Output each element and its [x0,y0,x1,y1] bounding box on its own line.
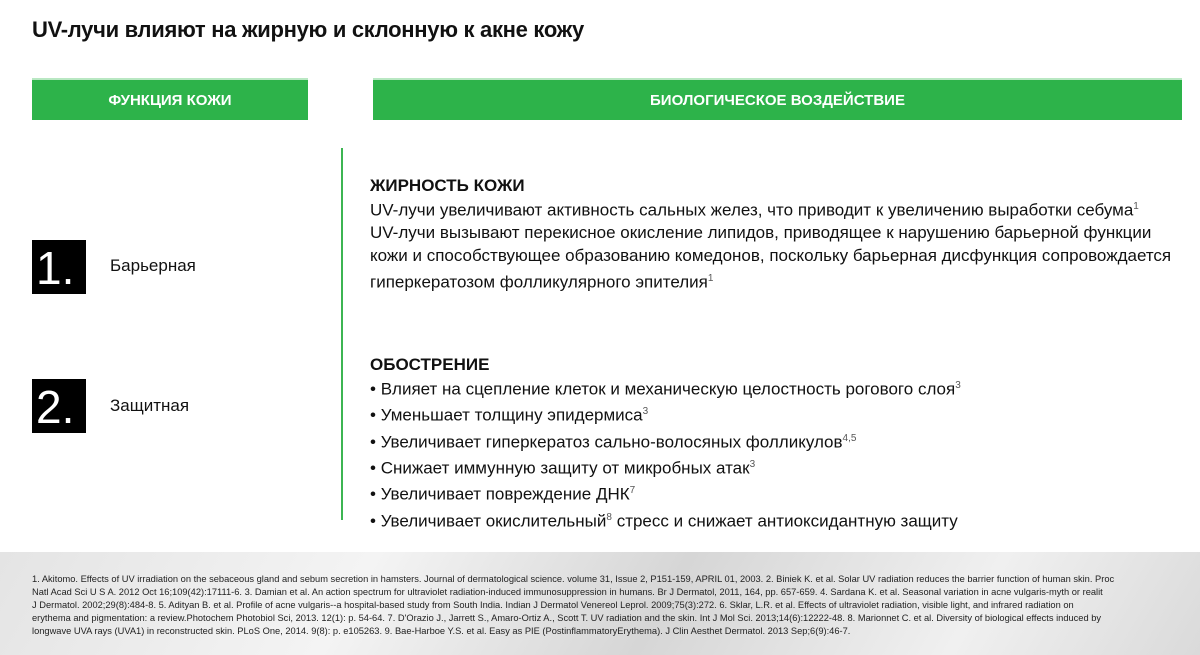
header-skin-function: ФУНКЦИЯ КОЖИ [32,80,308,120]
reference-line: J Dermatol. 2002;29(8):484-8. 5. Adityan B. et al. Profile of acne vulgaris--a hospital-based study from South India. Indian J Dermatol Venereol Leprol. 2009;75(3):272. 6. Sklar, L.R. et al. Effects of ultraviolet radiation, visible light, and infrared radiation on [32,600,1074,610]
exacerbation-heading: ОБОСТРЕНИЕ [370,355,490,374]
reference-line: Natl Acad Sci U S A. 2012 Oct 16;109(42):17111-6. 3. Damian et al. An action spectrum for ultraviolet radiation-induced immunosuppression in humans. Br J Dermatol, 2011, 164, pp. 657-659. 4. Sardana K. et al. Seasonal variation in acne vulgaris-myth or realit [32,587,1103,597]
number-box-1: 1. [32,240,86,294]
oiliness-heading: ЖИРНОСТЬ КОЖИ [370,176,525,195]
slide-title: UV-лучи влияют на жирную и склонную к акне кожу [32,17,584,42]
function-label-barrier: Барьерная [110,256,196,275]
function-label-protective: Защитная [110,396,190,415]
oiliness-section [370,176,1190,294]
list-item: • Увеличивает окислительный$^8$ стресс и снижает антиоксидантную защиту [370,511,958,531]
list-item: • Увеличивает повреждение ДНК$^7$ [370,485,636,505]
number-box-2: 2. [32,379,86,433]
exacerbation-section [370,355,1190,533]
list-item: • Увеличивает гиперкератоз сально-волосяных фолликулов$^{4,5}$ [370,432,857,452]
oiliness-paragraph-2: UV-лучи вызывают перекисное окисление липидов, приводящее к нарушению барьерной функции кожи и способствующее образованию комедонов, поскольку барьерная дисфункция сопровождается гиперкератозом фолликулярного эпителия$^1$ [370,223,1172,292]
list-item: • Влияет на сцепление клеток и механическую целостность рогового слоя$^3$ [370,379,961,399]
reference-line: erythema and pigmentation: a review.Photochem Photobiol Sci, 2013. 12(1): p. 54-64. 7. D'Orazio J., Jarrett S., Amaro-Ortiz A., Scott T. UV radiation and the skin. Int J Mol Sci. 2013;14(6):12222-48. 8. Marionnet C. et al. Diversity of biological effects induced by [32,613,1102,623]
header-biological-effect: БИОЛОГИЧЕСКОЕ ВОЗДЕЙСТВИЕ [373,80,1182,120]
references [32,573,1200,638]
reference-line: longwave UVA rays (UVA1) in reconstructed skin. PLoS One, 2014. 9(8): p. e105263. 9. Bae-Harboe Y.S. et al. Easy as PIE (PostinflammatoryErythema). J Clin Aesthet Dermatol. 2013 Sep;6(9):46-7. [32,626,851,636]
oiliness-paragraph-1: UV-лучи увеличивают активность сальных желез, что приводит к увеличению выработки себума$^1$ [370,200,1139,220]
divider [341,148,343,520]
list-item: • Снижает иммунную защиту от микробных атак$^3$ [370,458,756,478]
list-item: • Уменьшает толщину эпидермиса$^3$ [370,406,649,426]
reference-line: 1. Akitomo. Effects of UV irradiation on the sebaceous gland and sebum secretion in hamsters. Journal of dermatological science. volume 31, Issue 2, P151-159, APRIL 01, 2003. 2. Biniek K. et al. Solar UV radiation reduces the barrier function of human skin. Proc [32,574,1115,584]
